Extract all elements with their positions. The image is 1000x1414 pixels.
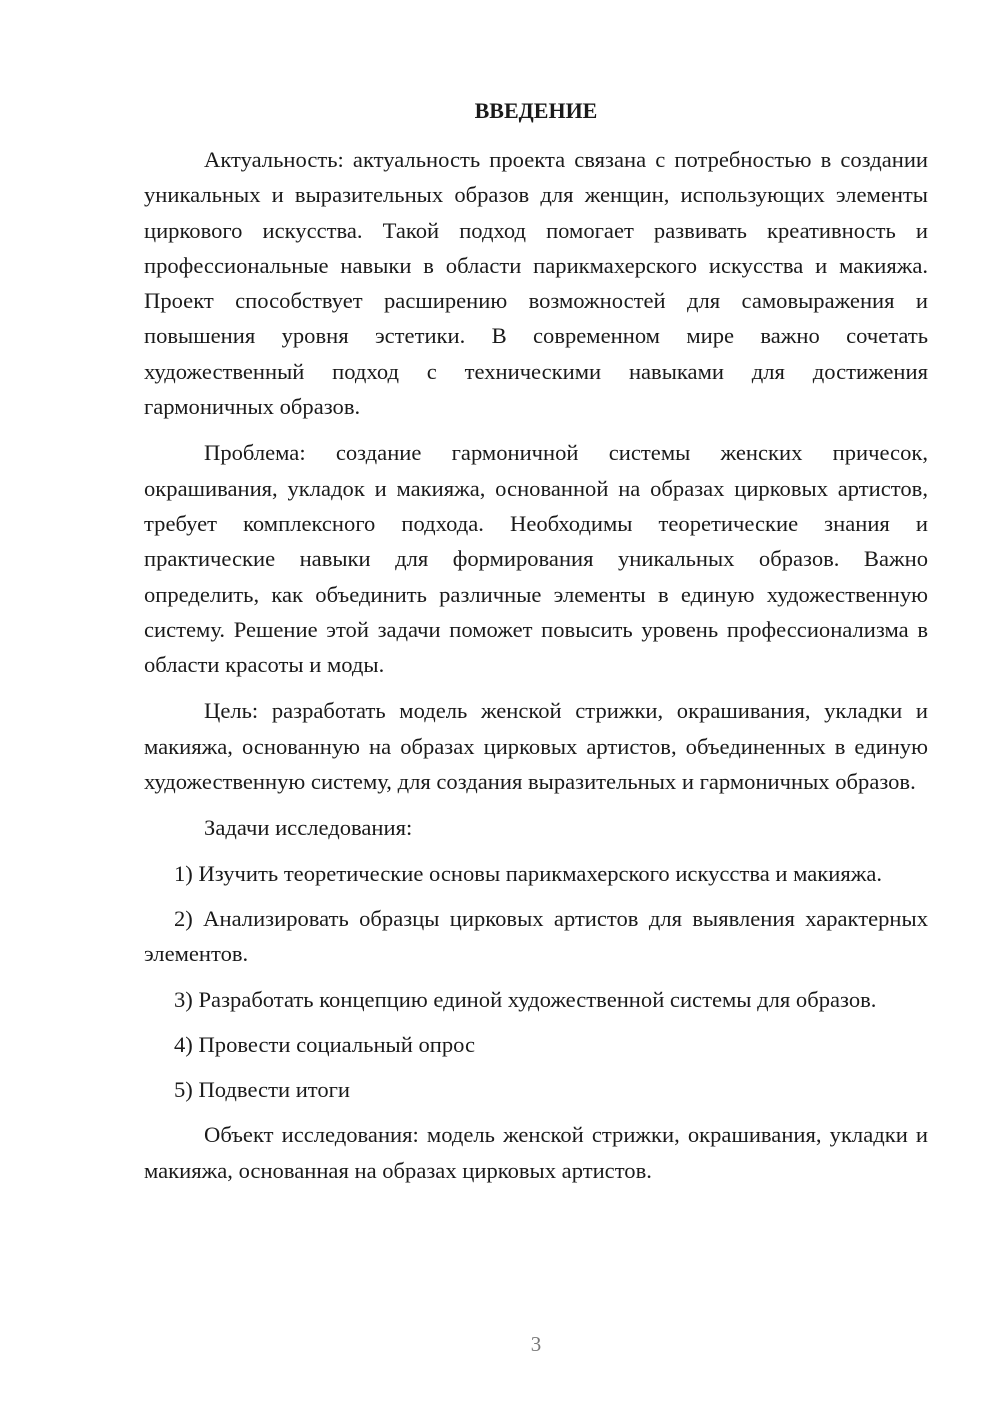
- task-item-1: 1) Изучить теоретические основы парикмахерского искусства и макияжа.: [174, 860, 883, 886]
- page-title: ВВЕДЕНИЕ: [474, 98, 598, 123]
- task-item-5: 5) Подвести итоги: [174, 1077, 351, 1103]
- paragraph-goal: Цель: разработать модель женской стрижки, окрашивания, укладки и макияжа, основанную на образах цирковых артистов, объединенных в единую художественную систему, для создания выразительных и гармоничных образов.: [144, 698, 928, 795]
- tasks-title: Задачи исследования:: [204, 815, 413, 841]
- task-item-3: 3) Разработать концепцию единой художественной системы для образов.: [174, 986, 877, 1012]
- paragraph-problem: Проблема: создание гармоничной системы женских причесок, окрашивания, укладок и макияжа, основанной на образах цирковых артистов, требует комплексного подхода. Необходимы теоретические знания и практические навыки для формирования уникальных образов. Важно определить, как объединить различные элементы в единую художественную систему. Решение этой задачи поможет повысить уровень профессионализма в области красоты и моды.: [144, 440, 928, 678]
- page-number: 3: [530, 1332, 542, 1356]
- paragraph-object: Объект исследования: модель женской стрижки, окрашивания, укладки и макияжа, основанная на образах цирковых артистов.: [144, 1122, 928, 1183]
- paragraph-relevance: Актуальность: актуальность проекта связана с потребностью в создании уникальных и выразительных образов для женщин, использующих элементы циркового искусства. Такой подход помогает развивать креативность и профессиональные навыки в области парикмахерского искусства и макияжа. Проект способствует расширению возможностей для самовыражения и повышения уровня эстетики. В современном мире важно сочетать художественный подход с техническими навыками для достижения гармоничных образов.: [144, 147, 928, 420]
- document-page: [144, 96, 928, 1188]
- task-item-4: 4) Провести социальный опрос: [174, 1031, 476, 1057]
- task-item-2: 2) Анализировать образцы цирковых артистов для выявления характерных элементов.: [144, 905, 928, 967]
